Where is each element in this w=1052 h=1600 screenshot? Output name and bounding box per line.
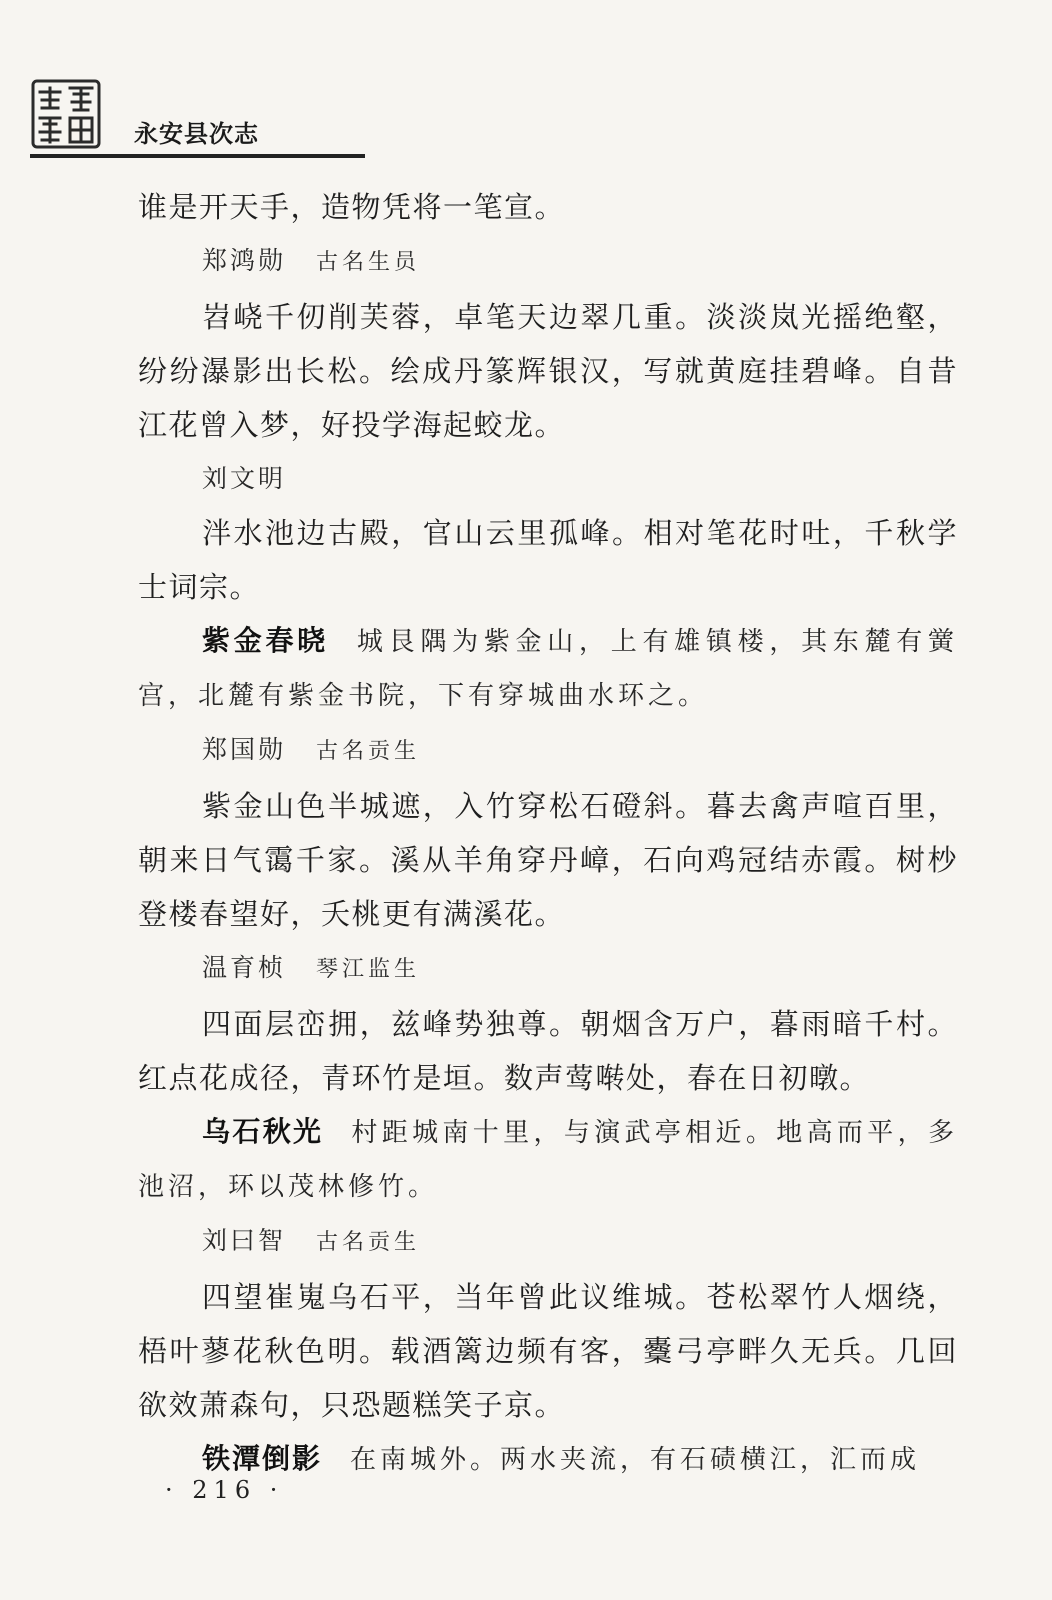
poem-text: 岧峣千仞削芙蓉，卓笔天边翠几重。淡淡岚光摇绝壑，纷纷瀑影出长松。绘成丹篆辉银汉，写就黄庭挂碧峰。自昔江花曾入梦，好投学海起蛟龙。 bbox=[138, 300, 958, 442]
scene-description: 在南城外。两水夹流，有石碛横江，汇而成 bbox=[350, 1445, 921, 1475]
poem-text: 四面层峦拥，兹峰势独尊。朝烟含万户，暮雨暗千村。红点花成径，青环竹是垣。数声莺啭处，春在日初暾。 bbox=[138, 1007, 958, 1095]
poem-text: 四望崔嵬乌石平，当年曾此议维城。苍松翠竹人烟绕，梧叶蓼花秋色明。载酒篱边频有客，櫜弓亭畔久无兵。几回欲效萧森句，只恐题糕笑子京。 bbox=[138, 1280, 958, 1422]
scene-title: 紫金春晓 bbox=[202, 624, 329, 657]
scene-title: 乌石秋光 bbox=[202, 1115, 324, 1148]
header-rule bbox=[30, 154, 365, 158]
page-body bbox=[138, 180, 958, 1487]
scene-entry bbox=[138, 1105, 958, 1214]
page-number bbox=[165, 1476, 283, 1504]
page-number-bullet-left: · bbox=[165, 1476, 179, 1504]
page-number-bullet-right: · bbox=[269, 1476, 284, 1504]
scene-description: 城艮隅为紫金山，上有雄镇楼，其东麓有黉宫，北麓有紫金书院，下有穿城曲水环之。 bbox=[138, 627, 958, 711]
seal-stamp-icon bbox=[30, 78, 102, 150]
poem-author bbox=[138, 941, 958, 997]
poem-author bbox=[138, 1214, 958, 1270]
scene-description: 村距城南十里，与演武亭相近。地高而平，多池沼，环以茂林修竹。 bbox=[138, 1118, 958, 1202]
author-name: 郑鸿勋 bbox=[202, 246, 287, 275]
poem-text: 紫金山色半城遮，入竹穿松石磴斜。暮去禽声喧百里，朝来日气霭千家。溪从羊角穿丹嶂，石向鸡冠结赤霞。树杪登楼春望好，夭桃更有满溪花。 bbox=[138, 789, 958, 931]
poem-author bbox=[138, 452, 958, 506]
page-number-value: 216 bbox=[192, 1476, 257, 1504]
author-name: 刘文明 bbox=[202, 464, 287, 493]
author-note: 古名贡生 bbox=[316, 739, 421, 764]
poem-author bbox=[138, 723, 958, 779]
scene-entry bbox=[138, 614, 958, 723]
author-note: 琴江监生 bbox=[316, 957, 421, 982]
author-note: 古名贡生 bbox=[316, 1230, 421, 1255]
poem-author bbox=[138, 234, 958, 290]
author-name: 郑国勋 bbox=[202, 735, 287, 764]
poem-text: 泮水池边古殿，官山云里孤峰。相对笔花时吐，千秋学士词宗。 bbox=[138, 516, 958, 604]
author-name: 刘曰智 bbox=[202, 1226, 287, 1255]
author-name: 温育桢 bbox=[202, 953, 287, 982]
poem-continuation: 谁是开天手，造物凭将一笔宣。 bbox=[138, 190, 566, 224]
scene-title: 铁潭倒影 bbox=[202, 1442, 323, 1475]
page-header bbox=[30, 70, 365, 160]
running-title: 永安县次志 bbox=[134, 120, 259, 148]
author-note: 古名生员 bbox=[316, 250, 421, 275]
